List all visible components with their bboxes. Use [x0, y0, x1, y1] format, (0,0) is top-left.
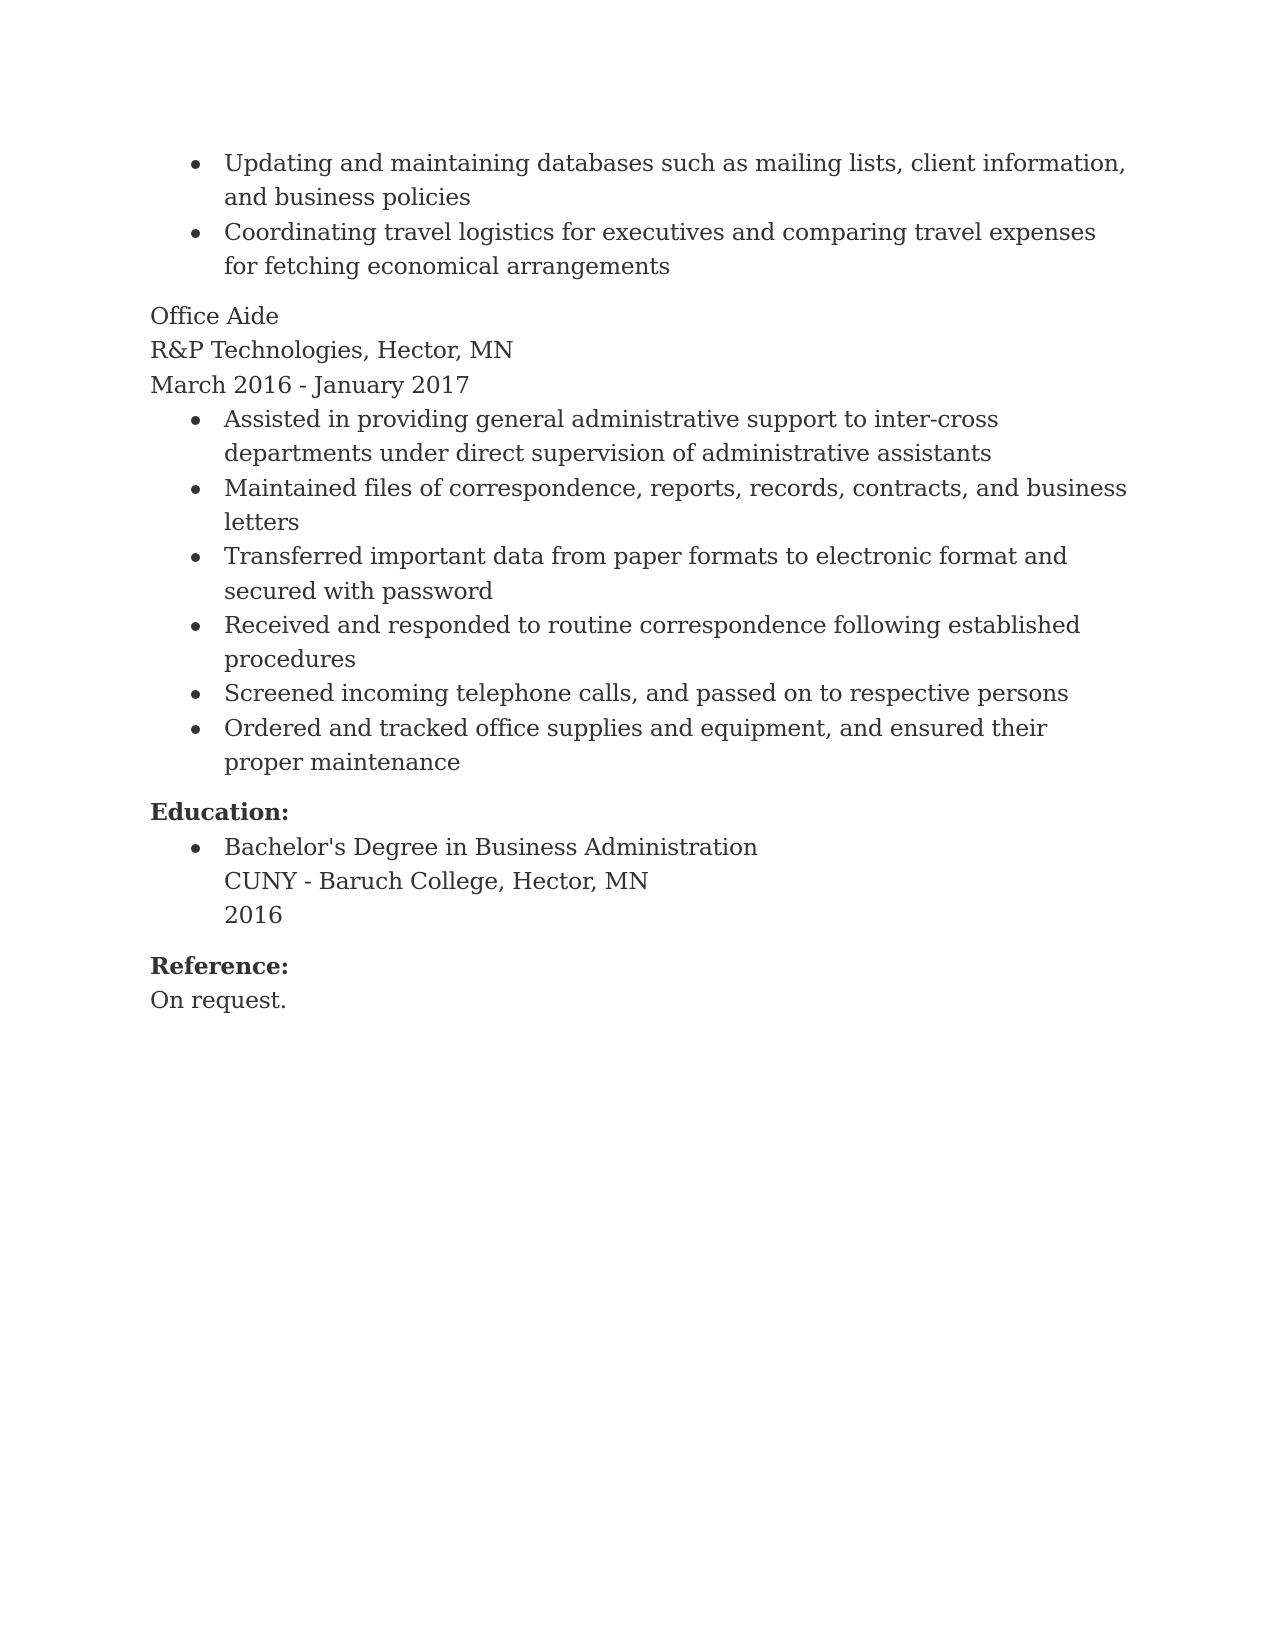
bullet-icon	[191, 160, 200, 169]
job-entry	[150, 299, 1130, 779]
previous-job-duties	[150, 146, 1130, 283]
duty-item	[150, 215, 1130, 284]
duty-item	[150, 146, 1130, 215]
bullet-icon	[191, 844, 200, 853]
education-heading: Education:	[150, 798, 290, 827]
duty-item	[150, 471, 1130, 540]
reference-section	[150, 949, 1130, 1018]
job-title: Office Aide	[150, 302, 279, 331]
duty-item	[150, 539, 1130, 608]
reference-heading: Reference:	[150, 951, 289, 980]
duty-text: Ordered and tracked office supplies and equipment, and ensured their proper maintenance	[224, 713, 1048, 777]
duty-text: Received and responded to routine correspondence following established procedures	[224, 610, 1081, 674]
spacer	[150, 779, 1130, 795]
bullet-icon	[191, 553, 200, 562]
spacer	[150, 283, 1130, 299]
education-list	[150, 830, 1130, 933]
bullet-icon	[191, 485, 200, 494]
duty-text: Assisted in providing general administrative support to inter-cross departments under direct supervision of administrative assistants	[224, 405, 999, 468]
duty-text: Coordinating travel logistics for executives and comparing travel expenses for fetching economical arrangements	[224, 217, 1096, 280]
spacer	[150, 933, 1130, 949]
duty-item	[150, 402, 1130, 471]
job-dates: March 2016 - January 2017	[150, 370, 470, 399]
education-degree: Bachelor's Degree in Business Administration	[224, 832, 758, 861]
duty-text: Maintained files of correspondence, reports, records, contracts, and business letters	[224, 473, 1127, 536]
bullet-icon	[191, 416, 200, 425]
education-school: CUNY - Baruch College, Hector, MN	[224, 866, 649, 895]
education-year: 2016	[224, 901, 283, 930]
bullet-icon	[191, 229, 200, 238]
job-duties	[150, 402, 1130, 779]
duty-text: Transferred important data from paper formats to electronic format and secured with password	[224, 542, 1068, 605]
duty-item	[150, 608, 1130, 677]
bullet-icon	[191, 690, 200, 699]
duty-text: Screened incoming telephone calls, and passed on to respective persons	[224, 679, 1069, 708]
duty-item	[150, 676, 1130, 710]
duty-item	[150, 711, 1130, 780]
bullet-icon	[191, 622, 200, 631]
job-company: R&P Technologies, Hector, MN	[150, 336, 514, 365]
duty-text: Updating and maintaining databases such as mailing lists, client information, and business policies	[224, 149, 1126, 212]
reference-text: On request.	[150, 985, 287, 1014]
education-item	[150, 830, 1130, 933]
resume-content	[150, 146, 1130, 1017]
education-section	[150, 795, 1130, 932]
bullet-icon	[191, 725, 200, 734]
